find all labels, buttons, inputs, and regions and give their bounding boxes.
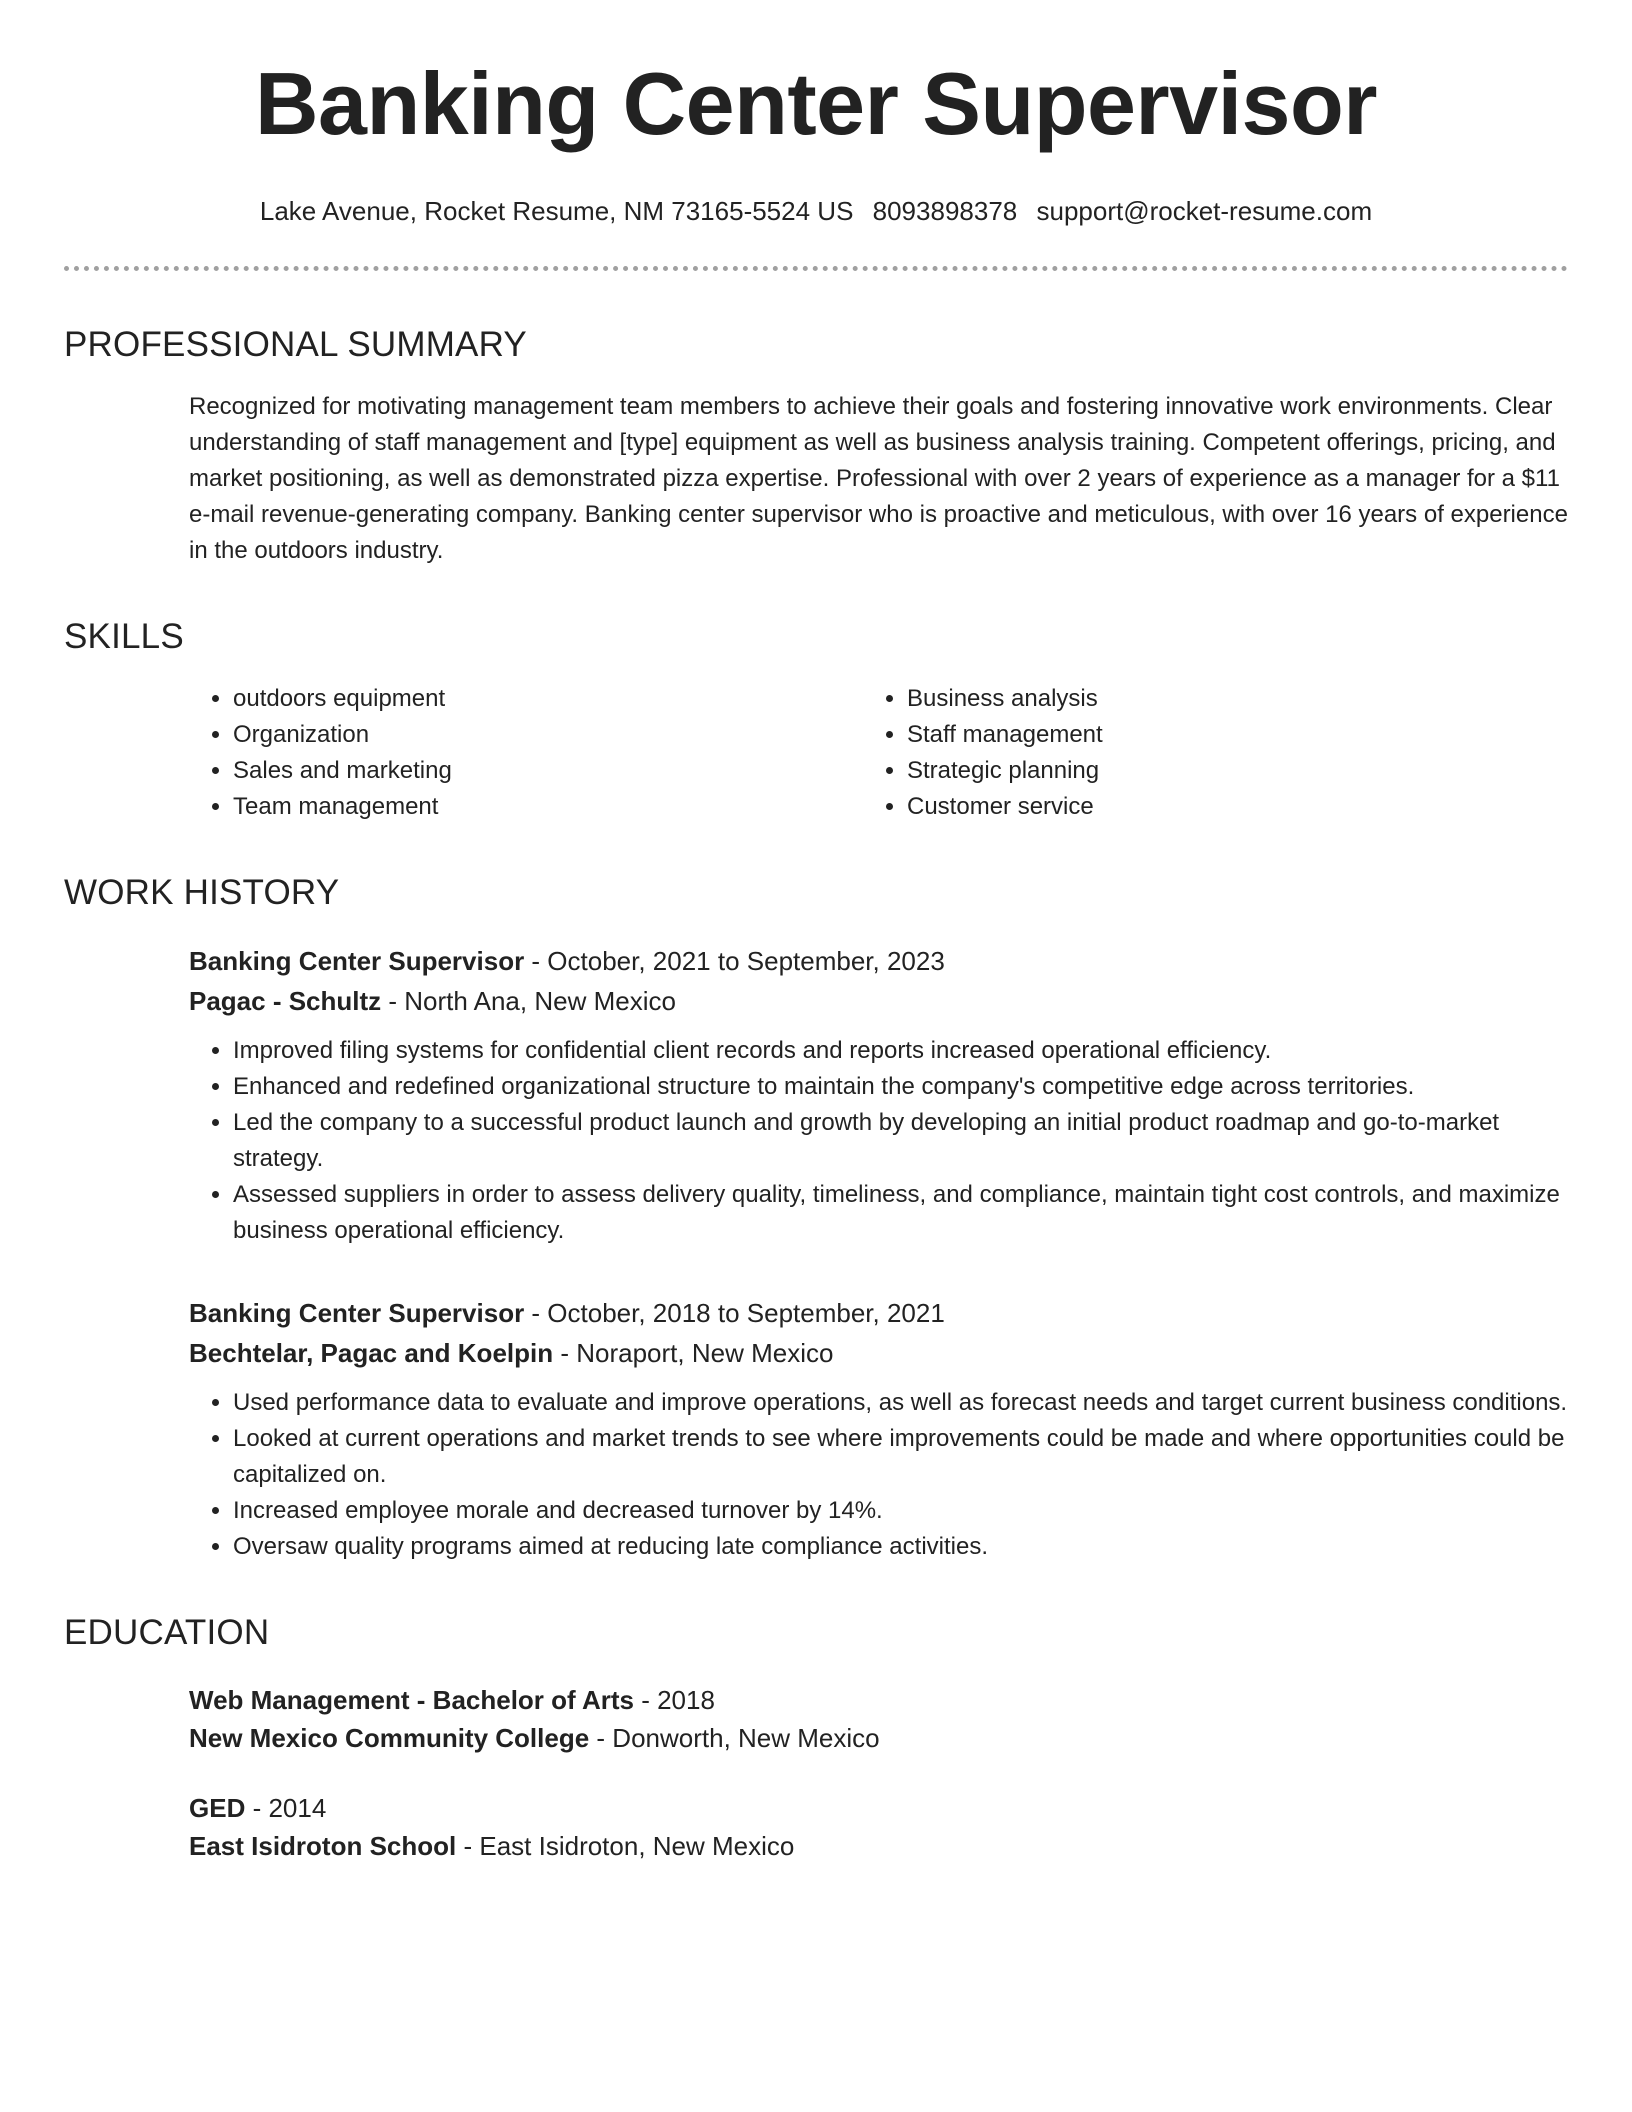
education-degree: Web Management - Bachelor of Arts bbox=[189, 1685, 634, 1715]
skills-column-left bbox=[189, 681, 863, 825]
education-location: - East Isidroton, New Mexico bbox=[456, 1831, 795, 1861]
education-degree: GED bbox=[189, 1793, 246, 1823]
job-bullet: • Led the company to a successful product launch and growth by developing an initial product roadmap and go-to-market strategy. bbox=[233, 1105, 1568, 1177]
work-history-section bbox=[64, 871, 1568, 1565]
candidate-name: Banking Center Supervisor bbox=[254, 54, 1377, 153]
job-location: - Noraport, New Mexico bbox=[553, 1338, 834, 1368]
education-school: New Mexico Community College bbox=[189, 1723, 590, 1753]
job-dates: - October, 2021 to September, 2023 bbox=[524, 946, 945, 976]
job-location: - North Ana, New Mexico bbox=[381, 986, 676, 1016]
job-entry bbox=[189, 941, 1568, 1249]
skill-item: • Team management bbox=[233, 789, 863, 825]
education-entry bbox=[189, 1789, 1568, 1865]
job-bullet: • Used performance data to evaluate and improve operations, as well as forecast needs and target current business conditions. bbox=[233, 1385, 1568, 1421]
work-history-title: WORK HISTORY bbox=[64, 873, 340, 912]
skills-title: SKILLS bbox=[64, 617, 184, 656]
job-bullets bbox=[189, 1033, 1568, 1249]
skills-list bbox=[189, 681, 1568, 825]
education-section bbox=[64, 1611, 1568, 1865]
job-bullet: • Improved filing systems for confidential client records and reports increased operational efficiency. bbox=[233, 1033, 1568, 1069]
job-bullets bbox=[189, 1385, 1568, 1565]
skill-item: • outdoors equipment bbox=[233, 681, 863, 717]
job-company: Pagac - Schultz bbox=[189, 986, 382, 1016]
summary-title: PROFESSIONAL SUMMARY bbox=[64, 325, 527, 364]
skills-section bbox=[64, 615, 1568, 825]
job-bullet: • Looked at current operations and market trends to see where improvements could be made and where opportunities could be capitalized on. bbox=[233, 1421, 1568, 1493]
education-school-line bbox=[189, 1719, 1568, 1757]
education-year: - 2018 bbox=[633, 1685, 715, 1715]
contact-email: support@rocket-resume.com bbox=[1036, 196, 1373, 226]
header-divider bbox=[64, 266, 1568, 271]
job-company-line bbox=[189, 981, 1568, 1021]
skill-item: • Strategic planning bbox=[907, 753, 1547, 789]
job-bullet: • Oversaw quality programs aimed at reducing late compliance activities. bbox=[233, 1529, 1568, 1565]
skill-item: • Organization bbox=[233, 717, 863, 753]
resume-header bbox=[64, 0, 1568, 271]
education-school-line bbox=[189, 1827, 1568, 1865]
skills-column-right bbox=[863, 681, 1547, 825]
job-bullet: • Enhanced and redefined organizational structure to maintain the company's competitive edge across territories. bbox=[233, 1069, 1568, 1105]
contact-address: Lake Avenue, Rocket Resume, NM 73165-5524 US bbox=[259, 196, 854, 226]
skill-item: • Customer service bbox=[907, 789, 1547, 825]
job-dates: - October, 2018 to September, 2021 bbox=[524, 1298, 945, 1328]
job-bullet: • Increased employee morale and decreased turnover by 14%. bbox=[233, 1493, 1568, 1529]
skill-item: • Business analysis bbox=[907, 681, 1547, 717]
job-bullet: • Assessed suppliers in order to assess delivery quality, timeliness, and compliance, maintain tight cost controls, and maximize business operational efficiency. bbox=[233, 1177, 1568, 1249]
summary-text: Recognized for motivating management team members to achieve their goals and fostering innovative work environments. Clear understanding of staff management and [type] equipment as well as business analysis training. Competent offerings, pricing, and market positioning, as well as demonstrated pizza expertise. Professional with over 2 years of experience as a manager for a $11 e-mail revenue-generating company. Banking center supervisor who is proactive and meticulous, with over 16 years of experience in the outdoors industry. bbox=[189, 393, 1568, 564]
education-title: EDUCATION bbox=[64, 1613, 270, 1652]
education-school: East Isidroton School bbox=[189, 1831, 457, 1861]
job-company-line bbox=[189, 1333, 1568, 1373]
skill-item: • Sales and marketing bbox=[233, 753, 863, 789]
job-title-line bbox=[189, 941, 1568, 981]
job-entry bbox=[189, 1293, 1568, 1565]
education-degree-line bbox=[189, 1681, 1568, 1719]
education-entry bbox=[189, 1681, 1568, 1757]
education-degree-line bbox=[189, 1789, 1568, 1827]
job-company: Bechtelar, Pagac and Koelpin bbox=[189, 1338, 554, 1368]
contact-phone: 8093898378 bbox=[872, 196, 1018, 226]
job-role: Banking Center Supervisor bbox=[189, 946, 525, 976]
job-title-line bbox=[189, 1293, 1568, 1333]
summary-section bbox=[64, 323, 1568, 569]
job-role: Banking Center Supervisor bbox=[189, 1298, 525, 1328]
education-location: - Donworth, New Mexico bbox=[589, 1723, 880, 1753]
education-year: - 2014 bbox=[245, 1793, 327, 1823]
skill-item: • Staff management bbox=[907, 717, 1547, 753]
contact-line bbox=[64, 194, 1568, 228]
